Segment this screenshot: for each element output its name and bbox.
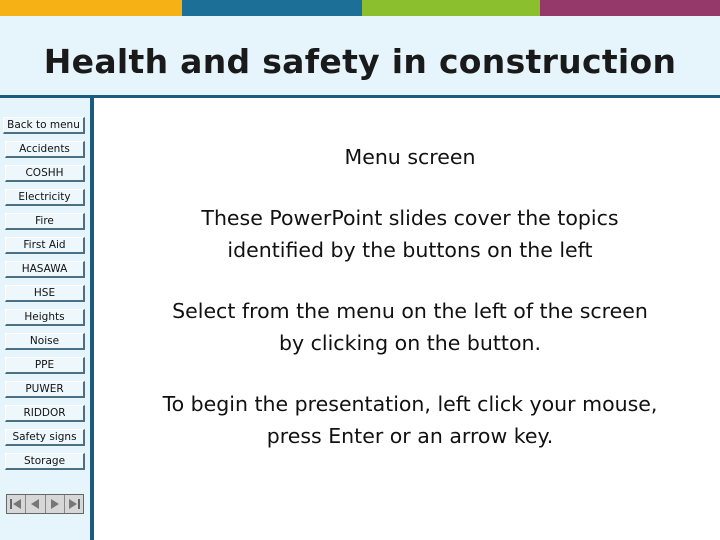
- sidebar-item-hse[interactable]: HSE: [5, 285, 85, 302]
- intro-line-2: identified by the buttons on the left: [227, 238, 593, 262]
- begin-line-1: To begin the presentation, left click your mouse,: [162, 392, 658, 416]
- last-slide-icon[interactable]: [65, 495, 83, 513]
- sidebar-item-fire[interactable]: Fire: [5, 213, 85, 230]
- stripe-purple: [540, 0, 720, 16]
- instruction-line-1: Select from the menu on the left of the screen: [172, 299, 648, 323]
- sidebar-item-noise[interactable]: Noise: [5, 333, 85, 350]
- next-slide-icon[interactable]: [46, 495, 65, 513]
- sidebar-item-hasawa[interactable]: HASAWA: [5, 261, 85, 278]
- sidebar-item-riddor[interactable]: RIDDOR: [5, 405, 85, 422]
- sidebar-item-accidents[interactable]: Accidents: [5, 141, 85, 158]
- instruction-line-2: by clicking on the button.: [278, 331, 542, 355]
- slide-nav-controls: [6, 494, 84, 514]
- page-title: Health and safety in construction: [43, 42, 677, 81]
- sidebar-item-storage[interactable]: Storage: [5, 453, 85, 470]
- stripe-blue: [182, 0, 362, 16]
- sidebar-item-ppe[interactable]: PPE: [5, 357, 85, 374]
- first-slide-icon[interactable]: [7, 495, 26, 513]
- header-panel: [0, 16, 720, 98]
- sidebar-item-electricity[interactable]: Electricity: [5, 189, 85, 206]
- sidebar-item-puwer[interactable]: PUWER: [5, 381, 85, 398]
- sidebar-item-coshh[interactable]: COSHH: [5, 165, 85, 182]
- sidebar-item-heights[interactable]: Heights: [5, 309, 85, 326]
- sidebar-item-safety-signs[interactable]: Safety signs: [5, 429, 85, 446]
- back-to-menu-button[interactable]: Back to menu: [3, 117, 85, 134]
- previous-slide-icon[interactable]: [26, 495, 45, 513]
- begin-line-2: press Enter or an arrow key.: [266, 424, 554, 448]
- stripe-orange: [0, 0, 182, 16]
- menu-heading: Menu screen: [344, 145, 476, 169]
- sidebar-item-first-aid[interactable]: First Aid: [5, 237, 85, 254]
- stripe-green: [362, 0, 540, 16]
- intro-line-1: These PowerPoint slides cover the topics: [201, 206, 619, 230]
